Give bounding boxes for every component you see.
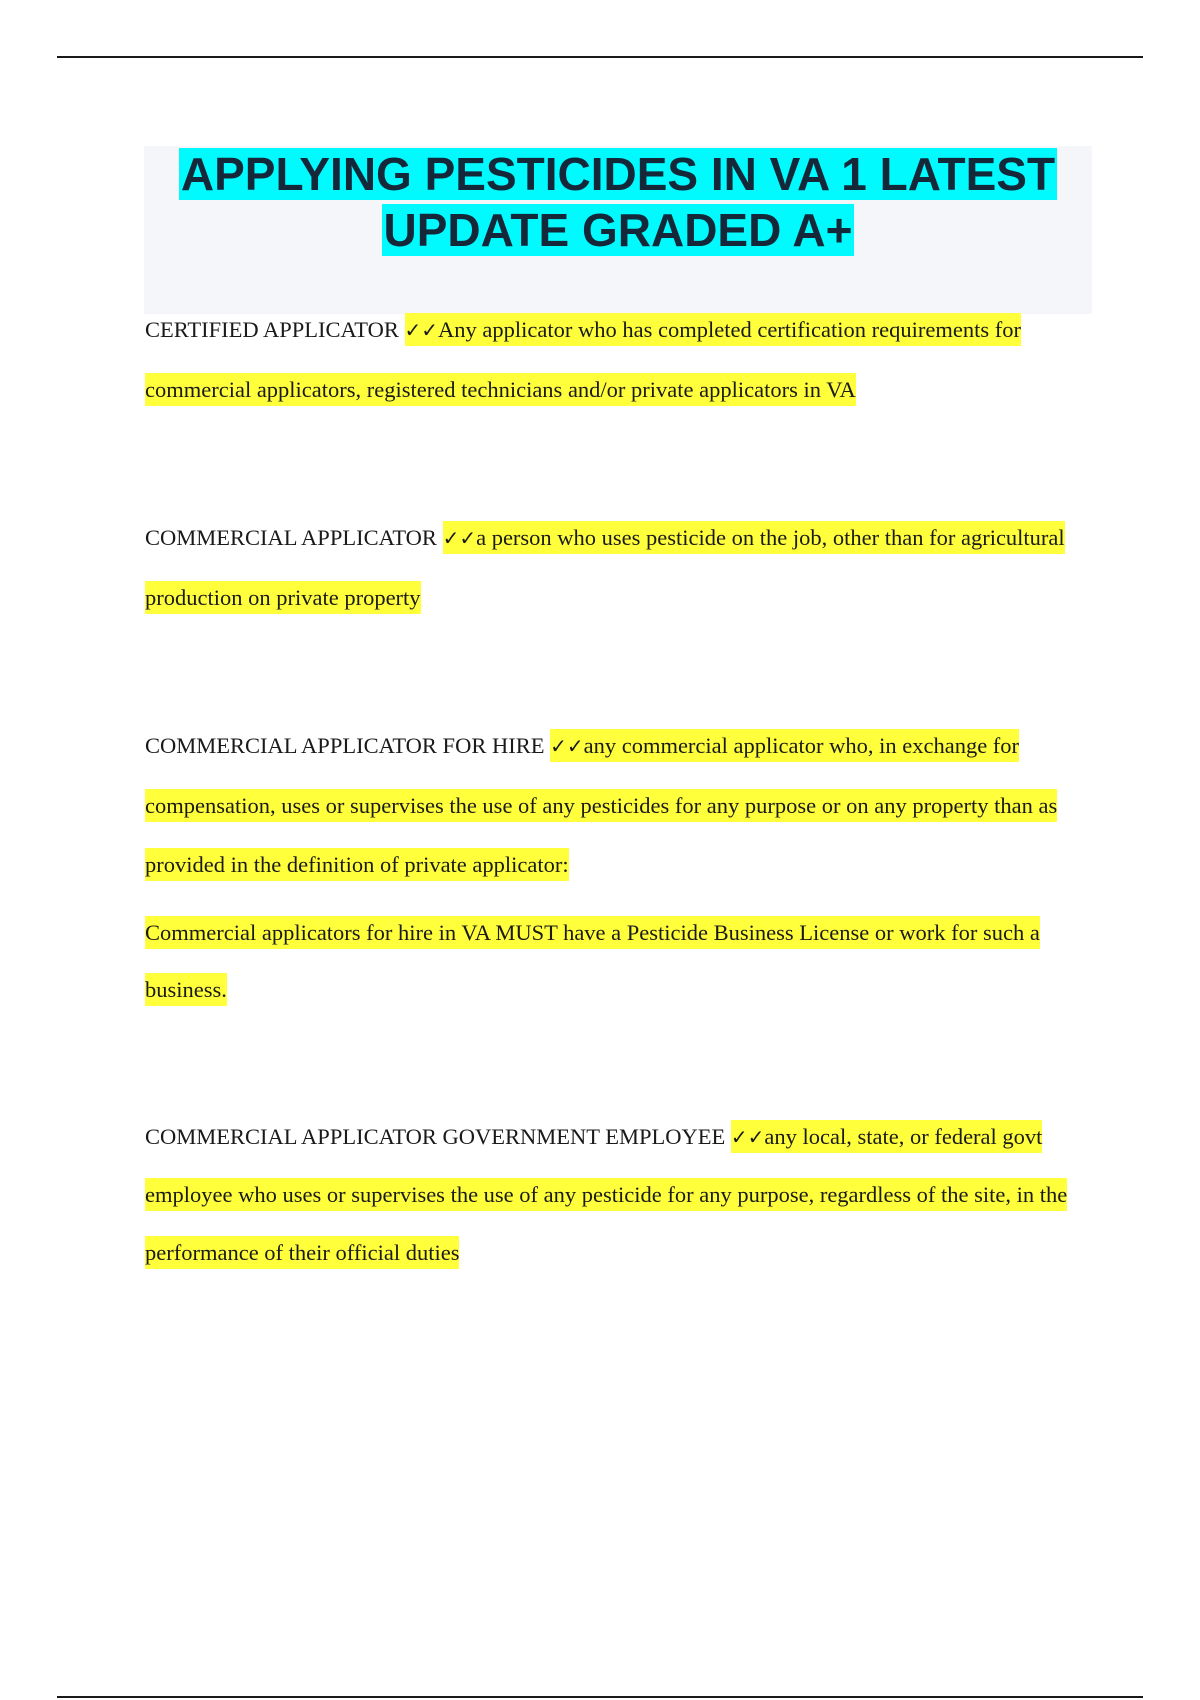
term-label: COMMERCIAL APPLICATOR FOR HIRE — [145, 733, 551, 758]
term-label: COMMERCIAL APPLICATOR — [145, 525, 443, 550]
definition-note — [145, 904, 1095, 1018]
check-mark-icon: ✓✓ — [442, 526, 477, 550]
term-label: COMMERCIAL APPLICATOR GOVERNMENT EMPLOYEE — [145, 1124, 731, 1149]
definition-note-text: Commercial applicators for hire in VA MUST have a Pesticide Business License or work for such a business. — [145, 916, 1040, 1006]
term-label: CERTIFIED APPLICATOR — [145, 317, 405, 342]
definition-entry — [145, 300, 1095, 420]
definition-text: ✓✓any commercial applicator who, in exchange for compensation, uses or supervises the use of any pesticides for any purpose or on any property than as provided in the definition of private applicator: — [145, 729, 1057, 881]
definition-text: ✓✓any local, state, or federal govt employee who uses or supervises the use of any pesticide for any purpose, regardless of the site, in the performance of their official duties — [145, 1120, 1067, 1269]
check-mark-icon: ✓✓ — [404, 318, 439, 342]
definition-text: ✓✓a person who uses pesticide on the job, other than for agricultural production on private property — [145, 521, 1065, 614]
title-line-1: APPLYING PESTICIDES IN VA 1 LATEST — [180, 148, 1056, 200]
check-mark-icon: ✓✓ — [550, 734, 584, 758]
footer-rule — [57, 1696, 1143, 1698]
header-rule — [57, 56, 1143, 58]
definition-entry — [145, 508, 1095, 628]
title-line-2: UPDATE GRADED A+ — [383, 204, 853, 256]
definition-entry — [145, 1108, 1095, 1282]
check-mark-icon: ✓✓ — [730, 1125, 765, 1149]
definition-entry — [145, 716, 1095, 894]
document-title — [144, 146, 1092, 314]
definition-text: ✓✓Any applicator who has completed certification requirements for commercial applicators, registered technicians and/or private applicators in VA — [145, 313, 1021, 406]
